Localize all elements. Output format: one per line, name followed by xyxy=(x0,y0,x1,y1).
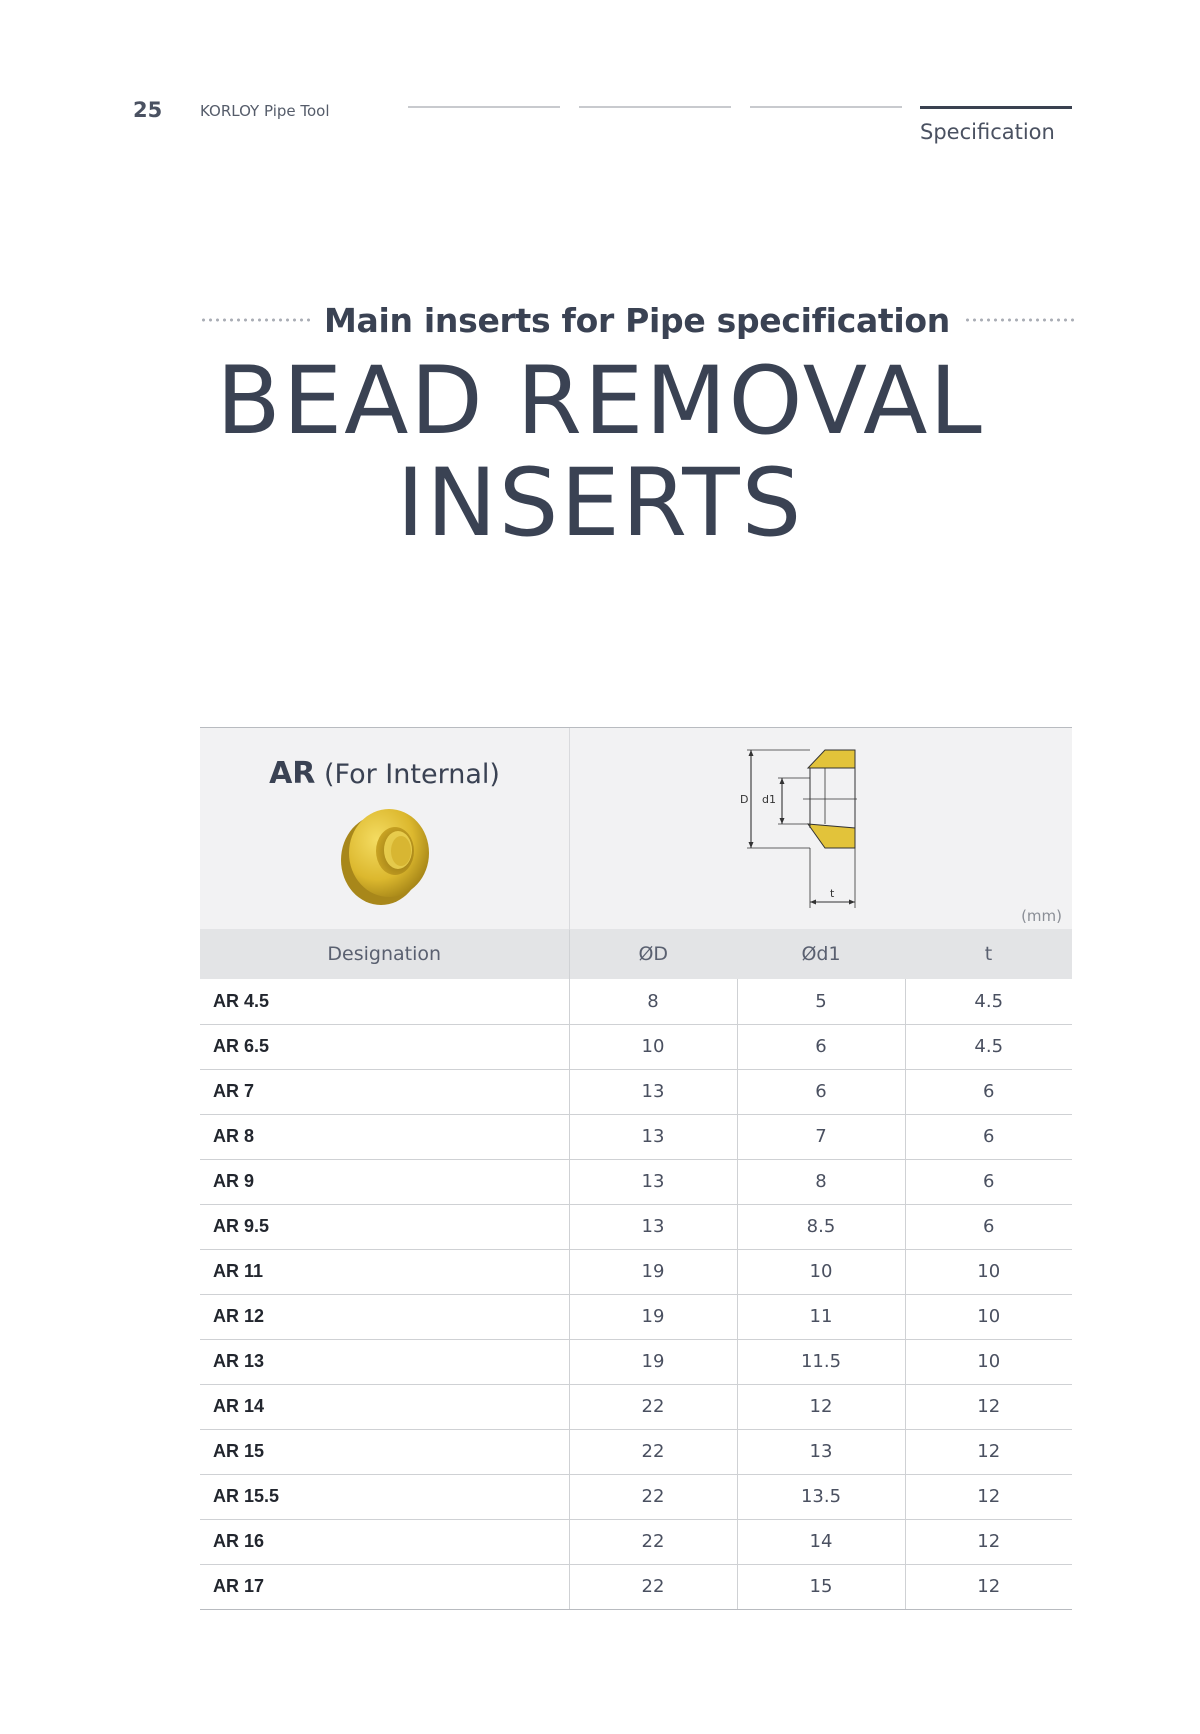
cell-designation: AR 16 xyxy=(200,1519,569,1564)
cell-thickness: 10 xyxy=(905,1339,1072,1384)
cell-inner-diameter: 6 xyxy=(737,1069,905,1114)
cell-outer-diameter: 22 xyxy=(569,1564,737,1609)
cell-outer-diameter: 13 xyxy=(569,1204,737,1249)
cell-inner-diameter: 13.5 xyxy=(737,1474,905,1519)
cell-outer-diameter: 13 xyxy=(569,1159,737,1204)
cell-outer-diameter: 22 xyxy=(569,1429,737,1474)
cell-designation: AR 15 xyxy=(200,1429,569,1474)
cell-thickness: 4.5 xyxy=(905,979,1072,1024)
insert-ring-image xyxy=(337,806,435,911)
unit-label: (mm) xyxy=(1021,907,1062,925)
subtitle: Main inserts for Pipe specification xyxy=(324,300,950,340)
cell-inner-diameter: 8 xyxy=(737,1159,905,1204)
cell-outer-diameter: 10 xyxy=(569,1024,737,1069)
cell-designation: AR 9.5 xyxy=(200,1204,569,1249)
section-tab-2[interactable] xyxy=(579,106,731,108)
table-row xyxy=(200,1204,1072,1249)
cell-outer-diameter: 19 xyxy=(569,1294,737,1339)
diagram-label-D: D xyxy=(740,793,749,806)
cell-designation: AR 12 xyxy=(200,1294,569,1339)
product-code: AR xyxy=(269,756,316,791)
table-row xyxy=(200,1564,1072,1609)
product-description: (For Internal) xyxy=(324,759,500,790)
cell-thickness: 4.5 xyxy=(905,1024,1072,1069)
page-number: 25 xyxy=(133,98,163,122)
table-row xyxy=(200,1384,1072,1429)
cell-outer-diameter: 19 xyxy=(569,1249,737,1294)
cell-outer-diameter: 22 xyxy=(569,1519,737,1564)
cell-inner-diameter: 12 xyxy=(737,1384,905,1429)
cell-outer-diameter: 19 xyxy=(569,1339,737,1384)
cell-inner-diameter: 6 xyxy=(737,1024,905,1069)
table-row xyxy=(200,1429,1072,1474)
subtitle-row xyxy=(200,298,1074,342)
cell-thickness: 12 xyxy=(905,1384,1072,1429)
cell-designation: AR 15.5 xyxy=(200,1474,569,1519)
table-row xyxy=(200,1159,1072,1204)
section-tab-3[interactable] xyxy=(750,106,902,108)
page-title-line-2: INSERTS xyxy=(396,449,804,558)
diagram-label-t: t xyxy=(830,887,835,900)
cell-inner-diameter: 11.5 xyxy=(737,1339,905,1384)
cell-thickness: 6 xyxy=(905,1069,1072,1114)
cell-inner-diameter: 14 xyxy=(737,1519,905,1564)
cell-outer-diameter: 22 xyxy=(569,1384,737,1429)
cell-inner-diameter: 5 xyxy=(737,979,905,1024)
cell-thickness: 10 xyxy=(905,1249,1072,1294)
cell-thickness: 12 xyxy=(905,1474,1072,1519)
cell-designation: AR 6.5 xyxy=(200,1024,569,1069)
cell-inner-diameter: 15 xyxy=(737,1564,905,1609)
section-tab-1[interactable] xyxy=(408,106,560,108)
product-title xyxy=(200,756,569,791)
table-row xyxy=(200,1474,1072,1519)
cell-thickness: 6 xyxy=(905,1114,1072,1159)
table-row xyxy=(200,1294,1072,1339)
table-row xyxy=(200,1249,1072,1294)
cell-designation: AR 13 xyxy=(200,1339,569,1384)
table-row xyxy=(200,1024,1072,1069)
column-header-designation: Designation xyxy=(200,929,569,979)
cell-thickness: 12 xyxy=(905,1564,1072,1609)
cell-outer-diameter: 8 xyxy=(569,979,737,1024)
brand-label: KORLOY Pipe Tool xyxy=(200,102,330,120)
dotted-rule-left xyxy=(200,318,310,322)
column-header-thickness: t xyxy=(905,929,1072,979)
table-row xyxy=(200,979,1072,1024)
cell-thickness: 12 xyxy=(905,1519,1072,1564)
cell-outer-diameter: 13 xyxy=(569,1114,737,1159)
column-header-outer-diameter: ØD xyxy=(569,929,737,979)
cell-designation: AR 14 xyxy=(200,1384,569,1429)
spec-table-block xyxy=(200,727,1072,1610)
cell-thickness: 10 xyxy=(905,1294,1072,1339)
section-tab-specification[interactable] xyxy=(920,106,1072,109)
product-header xyxy=(200,727,1072,929)
page-title-line-1: BEAD REMOVAL xyxy=(216,347,984,456)
spec-table xyxy=(200,929,1072,1610)
cell-inner-diameter: 13 xyxy=(737,1429,905,1474)
cell-designation: AR 7 xyxy=(200,1069,569,1114)
cell-inner-diameter: 7 xyxy=(737,1114,905,1159)
cell-inner-diameter: 11 xyxy=(737,1294,905,1339)
insert-dimension-diagram xyxy=(740,746,857,923)
cell-designation: AR 11 xyxy=(200,1249,569,1294)
cell-outer-diameter: 22 xyxy=(569,1474,737,1519)
table-row xyxy=(200,1114,1072,1159)
cell-outer-diameter: 13 xyxy=(569,1069,737,1114)
cell-thickness: 12 xyxy=(905,1429,1072,1474)
section-tab-specification-label[interactable]: Specification xyxy=(920,120,1055,144)
table-row xyxy=(200,1339,1072,1384)
table-row xyxy=(200,1069,1072,1114)
cell-thickness: 6 xyxy=(905,1204,1072,1249)
cell-designation: AR 9 xyxy=(200,1159,569,1204)
cell-designation: AR 17 xyxy=(200,1564,569,1609)
dotted-rule-right xyxy=(964,318,1074,322)
diagram-label-d1: d1 xyxy=(762,793,776,806)
table-row xyxy=(200,1519,1072,1564)
cell-designation: AR 4.5 xyxy=(200,979,569,1024)
header-divider xyxy=(569,728,570,930)
cell-inner-diameter: 8.5 xyxy=(737,1204,905,1249)
cell-designation: AR 8 xyxy=(200,1114,569,1159)
column-header-inner-diameter: Ød1 xyxy=(737,929,905,979)
table-header-row xyxy=(200,929,1072,979)
cell-inner-diameter: 10 xyxy=(737,1249,905,1294)
cell-thickness: 6 xyxy=(905,1159,1072,1204)
